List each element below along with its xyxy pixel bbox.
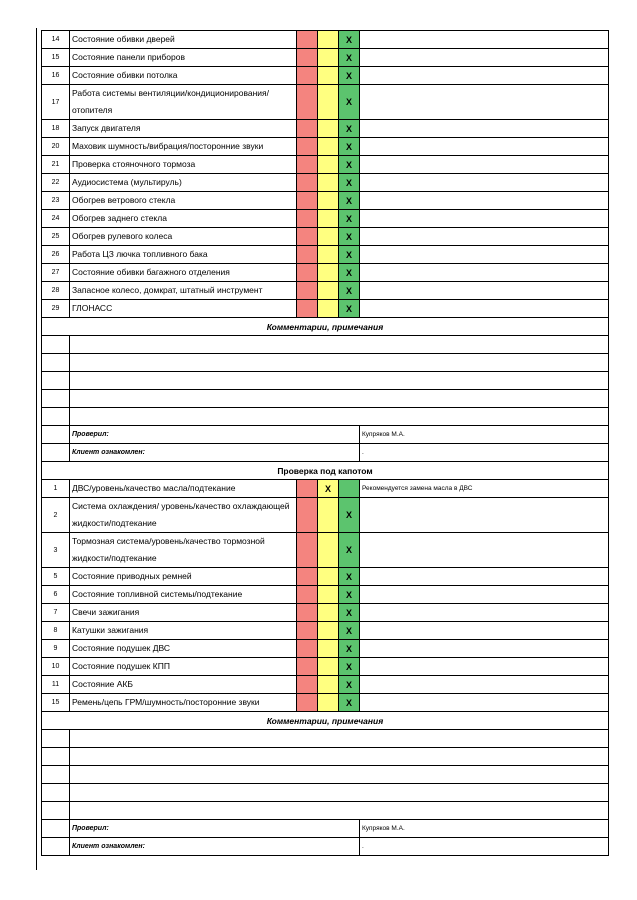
row-note[interactable] — [360, 568, 609, 586]
table-row — [42, 300, 609, 318]
row-number: 26 — [42, 246, 70, 264]
status-yellow-cell[interactable]: X — [318, 480, 339, 498]
row-item-name: Обогрев рулевого колеса — [70, 228, 297, 246]
row-number: 8 — [42, 622, 70, 640]
status-yellow-cell[interactable] — [318, 49, 339, 67]
status-red-cell[interactable] — [297, 228, 318, 246]
status-green-cell[interactable]: X — [339, 174, 360, 192]
status-green-cell[interactable]: X — [339, 568, 360, 586]
row-item-name: ДВС/уровень/качество масла/подтекание — [70, 480, 297, 498]
row-note[interactable] — [360, 120, 609, 138]
comments-title: Комментарии, примечания — [42, 318, 609, 336]
row-item-name: Состояние подушек КПП — [70, 658, 297, 676]
table-row — [42, 658, 609, 676]
row-item-name: Катушки зажигания — [70, 622, 297, 640]
row-note[interactable] — [360, 533, 609, 568]
row-note[interactable] — [360, 640, 609, 658]
signature-row-client — [42, 838, 609, 856]
row-number: 6 — [42, 586, 70, 604]
comment-number-cell — [42, 354, 70, 372]
row-item-name: Проверка стояночного тормоза — [70, 156, 297, 174]
underhood-title: Проверка под капотом — [42, 462, 609, 480]
row-item-name: Состояние подушек ДВС — [70, 640, 297, 658]
status-yellow-cell[interactable] — [318, 120, 339, 138]
row-item-name: Маховик шумность/вибрация/посторонние звуки — [70, 138, 297, 156]
row-number: 23 — [42, 192, 70, 210]
comment-text-cell[interactable] — [70, 730, 609, 748]
row-note[interactable] — [360, 156, 609, 174]
table-row — [42, 640, 609, 658]
table-row — [42, 67, 609, 85]
comment-text-cell[interactable] — [70, 766, 609, 784]
table-row — [42, 694, 609, 712]
sign-client-label: Клиент ознакомлен: — [70, 838, 360, 856]
row-number: 16 — [42, 67, 70, 85]
status-green-cell[interactable]: X — [339, 156, 360, 174]
row-number: 9 — [42, 640, 70, 658]
row-item-name: Тормозная система/уровень/качество тормозной жидкости/подтекание — [70, 533, 297, 568]
status-red-cell[interactable] — [297, 192, 318, 210]
row-item-name: Состояние обивки багажного отделения — [70, 264, 297, 282]
comment-number-cell — [42, 748, 70, 766]
table-row — [42, 49, 609, 67]
row-number: 18 — [42, 120, 70, 138]
comment-number-cell — [42, 766, 70, 784]
comment-text-cell[interactable] — [70, 390, 609, 408]
row-number: 20 — [42, 138, 70, 156]
row-item-name: Работа системы вентиляции/кондиционирования/ отопителя — [70, 85, 297, 120]
row-number: 10 — [42, 658, 70, 676]
comment-text-cell[interactable] — [70, 372, 609, 390]
sign-checked-value[interactable]: Купряков М.А. — [360, 426, 609, 444]
status-yellow-cell[interactable] — [318, 586, 339, 604]
row-number: 7 — [42, 604, 70, 622]
status-green-cell[interactable]: X — [339, 498, 360, 533]
status-green-cell[interactable]: X — [339, 120, 360, 138]
comment-number-cell — [42, 802, 70, 820]
status-red-cell[interactable] — [297, 568, 318, 586]
table-row — [42, 622, 609, 640]
comment-line — [42, 784, 609, 802]
status-green-cell[interactable]: X — [339, 300, 360, 318]
status-green-cell[interactable] — [339, 480, 360, 498]
table-row — [42, 85, 609, 120]
comment-line — [42, 390, 609, 408]
status-red-cell[interactable] — [297, 156, 318, 174]
comment-text-cell[interactable] — [70, 784, 609, 802]
status-yellow-cell[interactable] — [318, 694, 339, 712]
comment-number-cell — [42, 730, 70, 748]
status-red-cell[interactable] — [297, 264, 318, 282]
status-green-cell[interactable]: X — [339, 533, 360, 568]
row-number: 2 — [42, 498, 70, 533]
status-red-cell[interactable] — [297, 694, 318, 712]
row-note[interactable] — [360, 604, 609, 622]
status-yellow-cell[interactable] — [318, 676, 339, 694]
status-green-cell[interactable]: X — [339, 85, 360, 120]
signature-row-checked — [42, 820, 609, 838]
status-yellow-cell[interactable] — [318, 533, 339, 568]
status-red-cell[interactable] — [297, 210, 318, 228]
sign-checked-label: Проверил: — [70, 820, 360, 838]
comment-text-cell[interactable] — [70, 748, 609, 766]
status-red-cell[interactable] — [297, 640, 318, 658]
comment-number-cell — [42, 336, 70, 354]
row-number: 24 — [42, 210, 70, 228]
table-row — [42, 120, 609, 138]
comment-number-cell — [42, 784, 70, 802]
sign-spacer — [42, 820, 70, 838]
comment-text-cell[interactable] — [70, 408, 609, 426]
status-red-cell[interactable] — [297, 658, 318, 676]
status-yellow-cell[interactable] — [318, 192, 339, 210]
table-row — [42, 246, 609, 264]
comment-text-cell[interactable] — [70, 336, 609, 354]
row-note[interactable] — [360, 85, 609, 120]
row-number: 11 — [42, 676, 70, 694]
status-yellow-cell[interactable] — [318, 264, 339, 282]
row-item-name: Свечи зажигания — [70, 604, 297, 622]
signature-row-checked — [42, 426, 609, 444]
row-item-name: Состояние панели приборов — [70, 49, 297, 67]
status-yellow-cell[interactable] — [318, 658, 339, 676]
comment-line — [42, 408, 609, 426]
status-green-cell[interactable]: X — [339, 586, 360, 604]
sign-client-label: Клиент ознакомлен: — [70, 444, 360, 462]
status-yellow-cell[interactable] — [318, 246, 339, 264]
row-note[interactable] — [360, 31, 609, 49]
status-green-cell[interactable]: X — [339, 282, 360, 300]
sign-client-value[interactable]: . — [360, 838, 609, 856]
table-row — [42, 264, 609, 282]
table-row — [42, 192, 609, 210]
status-red-cell[interactable] — [297, 138, 318, 156]
status-red-cell[interactable] — [297, 300, 318, 318]
row-number: 1 — [42, 480, 70, 498]
sign-checked-label: Проверил: — [70, 426, 360, 444]
row-number: 27 — [42, 264, 70, 282]
table-row — [42, 533, 609, 568]
status-red-cell[interactable] — [297, 676, 318, 694]
status-green-cell[interactable]: X — [339, 192, 360, 210]
row-number: 17 — [42, 85, 70, 120]
inspection-table — [41, 30, 609, 856]
status-yellow-cell[interactable] — [318, 85, 339, 120]
left-margin-line — [36, 28, 37, 870]
row-note[interactable] — [360, 622, 609, 640]
comment-text-cell[interactable] — [70, 802, 609, 820]
table-row — [42, 568, 609, 586]
comment-line — [42, 802, 609, 820]
underhood-header-row — [42, 462, 609, 480]
row-item-name: Аудиосистема (мультируль) — [70, 174, 297, 192]
row-number: 5 — [42, 568, 70, 586]
status-yellow-cell[interactable] — [318, 568, 339, 586]
status-yellow-cell[interactable] — [318, 156, 339, 174]
table-row — [42, 676, 609, 694]
status-red-cell[interactable] — [297, 120, 318, 138]
table-row — [42, 210, 609, 228]
status-red-cell[interactable] — [297, 174, 318, 192]
row-note[interactable] — [360, 498, 609, 533]
status-green-cell[interactable]: X — [339, 604, 360, 622]
status-red-cell[interactable] — [297, 586, 318, 604]
sign-spacer — [42, 426, 70, 444]
row-note[interactable] — [360, 282, 609, 300]
comments-header-row — [42, 318, 609, 336]
row-note[interactable] — [360, 676, 609, 694]
signature-row-client — [42, 444, 609, 462]
status-yellow-cell[interactable] — [318, 67, 339, 85]
status-yellow-cell[interactable] — [318, 498, 339, 533]
status-green-cell[interactable]: X — [339, 31, 360, 49]
row-item-name: Обогрев ветрового стекла — [70, 192, 297, 210]
status-green-cell[interactable]: X — [339, 658, 360, 676]
table-row — [42, 174, 609, 192]
status-green-cell[interactable]: X — [339, 676, 360, 694]
comment-number-cell — [42, 372, 70, 390]
status-green-cell[interactable]: X — [339, 622, 360, 640]
status-green-cell[interactable]: X — [339, 264, 360, 282]
status-green-cell[interactable]: X — [339, 228, 360, 246]
row-note[interactable] — [360, 658, 609, 676]
status-red-cell[interactable] — [297, 282, 318, 300]
row-note[interactable] — [360, 138, 609, 156]
comment-line — [42, 336, 609, 354]
status-red-cell[interactable] — [297, 622, 318, 640]
status-green-cell[interactable]: X — [339, 246, 360, 264]
sign-checked-value[interactable]: Купряков М.А. — [360, 820, 609, 838]
row-note[interactable] — [360, 586, 609, 604]
status-green-cell[interactable]: X — [339, 694, 360, 712]
row-note[interactable] — [360, 174, 609, 192]
status-green-cell[interactable]: X — [339, 138, 360, 156]
row-note[interactable] — [360, 228, 609, 246]
status-yellow-cell[interactable] — [318, 622, 339, 640]
row-number: 15 — [42, 694, 70, 712]
status-red-cell[interactable] — [297, 533, 318, 568]
row-note[interactable] — [360, 694, 609, 712]
status-yellow-cell[interactable] — [318, 174, 339, 192]
status-yellow-cell[interactable] — [318, 640, 339, 658]
comment-line — [42, 730, 609, 748]
row-number: 14 — [42, 31, 70, 49]
status-yellow-cell[interactable] — [318, 210, 339, 228]
status-yellow-cell[interactable] — [318, 282, 339, 300]
table-row — [42, 586, 609, 604]
row-note[interactable] — [360, 49, 609, 67]
row-item-name: Состояние АКБ — [70, 676, 297, 694]
table-row — [42, 498, 609, 533]
table-row — [42, 138, 609, 156]
status-green-cell[interactable]: X — [339, 640, 360, 658]
table-row — [42, 282, 609, 300]
row-number: 21 — [42, 156, 70, 174]
status-yellow-cell[interactable] — [318, 31, 339, 49]
sign-client-value[interactable]: . — [360, 444, 609, 462]
status-red-cell[interactable] — [297, 246, 318, 264]
status-yellow-cell[interactable] — [318, 228, 339, 246]
row-note[interactable] — [360, 67, 609, 85]
status-yellow-cell[interactable] — [318, 300, 339, 318]
sign-spacer — [42, 838, 70, 856]
status-red-cell[interactable] — [297, 67, 318, 85]
row-number: 25 — [42, 228, 70, 246]
row-item-name: Запасное колесо, домкрат, штатный инструмент — [70, 282, 297, 300]
row-note[interactable] — [360, 300, 609, 318]
row-number: 3 — [42, 533, 70, 568]
table-row — [42, 604, 609, 622]
row-number: 28 — [42, 282, 70, 300]
comment-number-cell — [42, 390, 70, 408]
row-item-name: Запуск двигателя — [70, 120, 297, 138]
row-item-name: Работа ЦЗ лючка топливного бака — [70, 246, 297, 264]
row-note[interactable]: Рекомендуется замена масла в ДВС — [360, 480, 609, 498]
status-green-cell[interactable]: X — [339, 210, 360, 228]
table-row — [42, 156, 609, 174]
row-note[interactable] — [360, 210, 609, 228]
row-item-name: ГЛОНАСС — [70, 300, 297, 318]
status-red-cell[interactable] — [297, 49, 318, 67]
row-item-name: Система охлаждения/ уровень/качество охлаждающей жидкости/подтекание — [70, 498, 297, 533]
status-red-cell[interactable] — [297, 31, 318, 49]
status-green-cell[interactable]: X — [339, 49, 360, 67]
row-item-name: Состояние топливной системы/подтекание — [70, 586, 297, 604]
row-item-name: Обогрев заднего стекла — [70, 210, 297, 228]
row-item-name: Состояние приводных ремней — [70, 568, 297, 586]
row-number: 22 — [42, 174, 70, 192]
table-row — [42, 480, 609, 498]
comment-line — [42, 372, 609, 390]
status-yellow-cell[interactable] — [318, 604, 339, 622]
table-row — [42, 228, 609, 246]
status-red-cell[interactable] — [297, 85, 318, 120]
comment-line — [42, 354, 609, 372]
comment-number-cell — [42, 408, 70, 426]
sign-spacer — [42, 444, 70, 462]
row-item-name: Состояние обивки потолка — [70, 67, 297, 85]
row-item-name: Ремень/цепь ГРМ/шумность/посторонние звуки — [70, 694, 297, 712]
comment-line — [42, 766, 609, 784]
row-note[interactable] — [360, 246, 609, 264]
comment-text-cell[interactable] — [70, 354, 609, 372]
row-item-name: Состояние обивки дверей — [70, 31, 297, 49]
row-number: 29 — [42, 300, 70, 318]
table-row — [42, 31, 609, 49]
comments-title: Комментарии, примечания — [42, 712, 609, 730]
row-number: 15 — [42, 49, 70, 67]
status-yellow-cell[interactable] — [318, 138, 339, 156]
row-note[interactable] — [360, 192, 609, 210]
status-green-cell[interactable]: X — [339, 67, 360, 85]
comment-line — [42, 748, 609, 766]
status-red-cell[interactable] — [297, 604, 318, 622]
status-red-cell[interactable] — [297, 498, 318, 533]
comments-header-row — [42, 712, 609, 730]
row-note[interactable] — [360, 264, 609, 282]
status-red-cell[interactable] — [297, 480, 318, 498]
